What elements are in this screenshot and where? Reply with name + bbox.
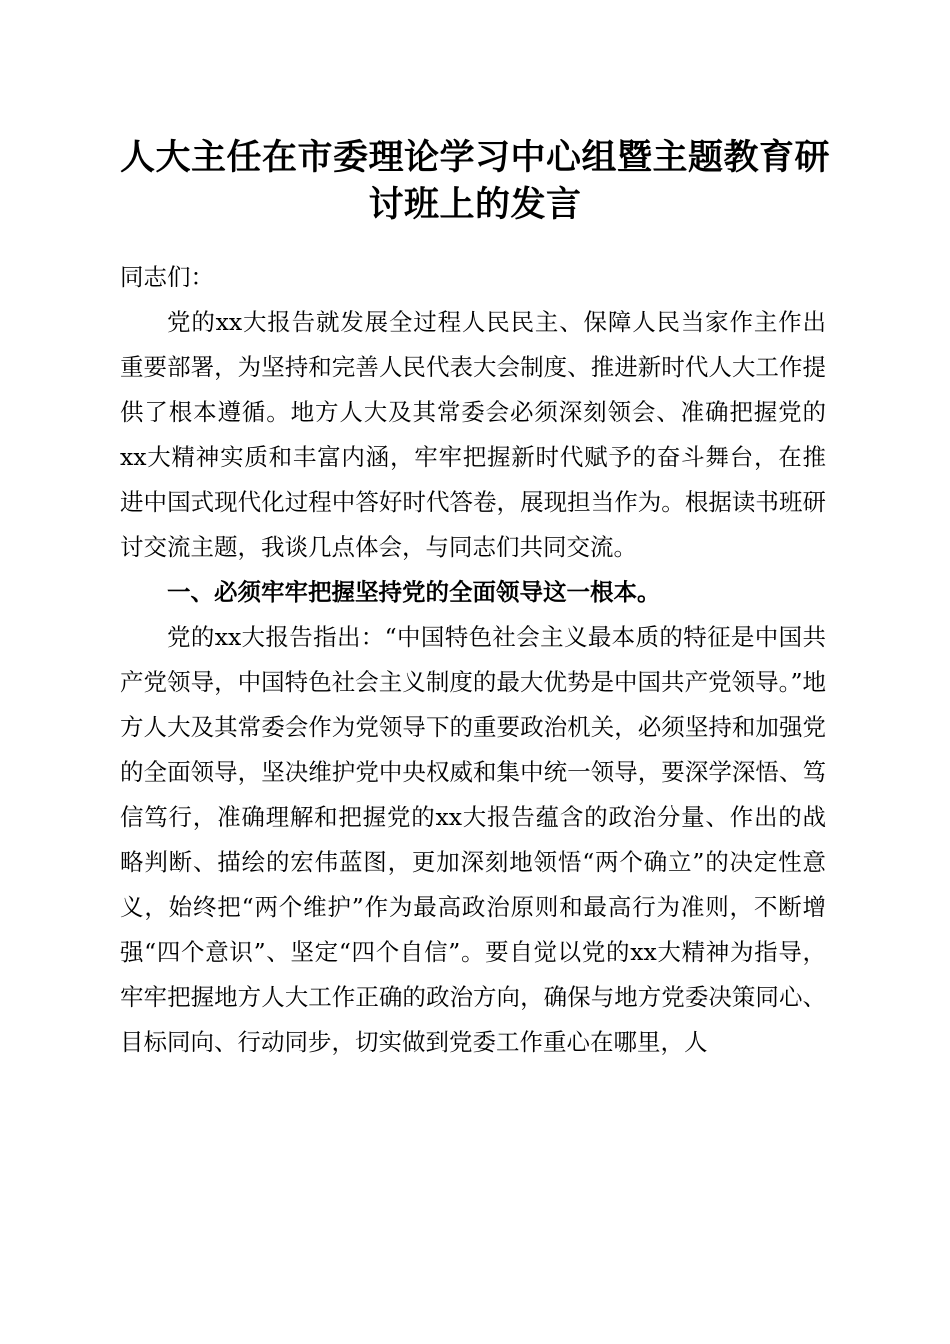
- section-paragraph: 党的xx大报告指出：“中国特色社会主义最本质的特征是中国共产党领导，中国特色社会主义制度的最大优势是中国共产党领导。”地方人大及其常委会作为党领导下的重要政治机关，必须坚持和加强党的全面领导，坚决维护党中央权威和集中统一领导，要深学深悟、笃信笃行，准确理解和把握党的xx大报告蕴含的政治分量、作出的战略判断、描绘的宏伟蓝图，更加深刻地领悟“两个确立”的决定性意义，始终把“两个维护”作为最高政治原则和最高行为准则，不断增强“四个意识”、坚定“四个自信”。要自觉以党的xx大精神为指导，牢牢把握地方人大工作正确的政治方向，确保与地方党委决策同心、目标同向、行动同步，切实做到党委工作重心在哪里，人: [120, 623, 826, 1056]
- title-line-2: 讨班上的发言: [368, 184, 582, 225]
- section-heading: 一、必须牢牢把握坚持党的全面领导这一根本。: [167, 578, 661, 606]
- intro-paragraph: 党的xx大报告就发展全过程人民民主、保障人民当家作主作出重要部署，为坚持和完善人民代表大会制度、推进新时代人大工作提供了根本遵循。地方人大及其常委会必须深刻领会、准确把握党的xx大精神实质和丰富内涵，牢牢把握新时代赋予的奋斗舞台，在推进中国式现代化过程中答好时代答卷，展现担当作为。根据读书班研讨交流主题，我谈几点体会，与同志们共同交流。: [120, 308, 826, 561]
- document-body: [120, 255, 826, 1065]
- document-title: [60, 134, 890, 228]
- salutation: 同志们：: [120, 263, 214, 291]
- title-line-1: 人大主任在市委理论学习中心组暨主题教育研: [119, 137, 830, 178]
